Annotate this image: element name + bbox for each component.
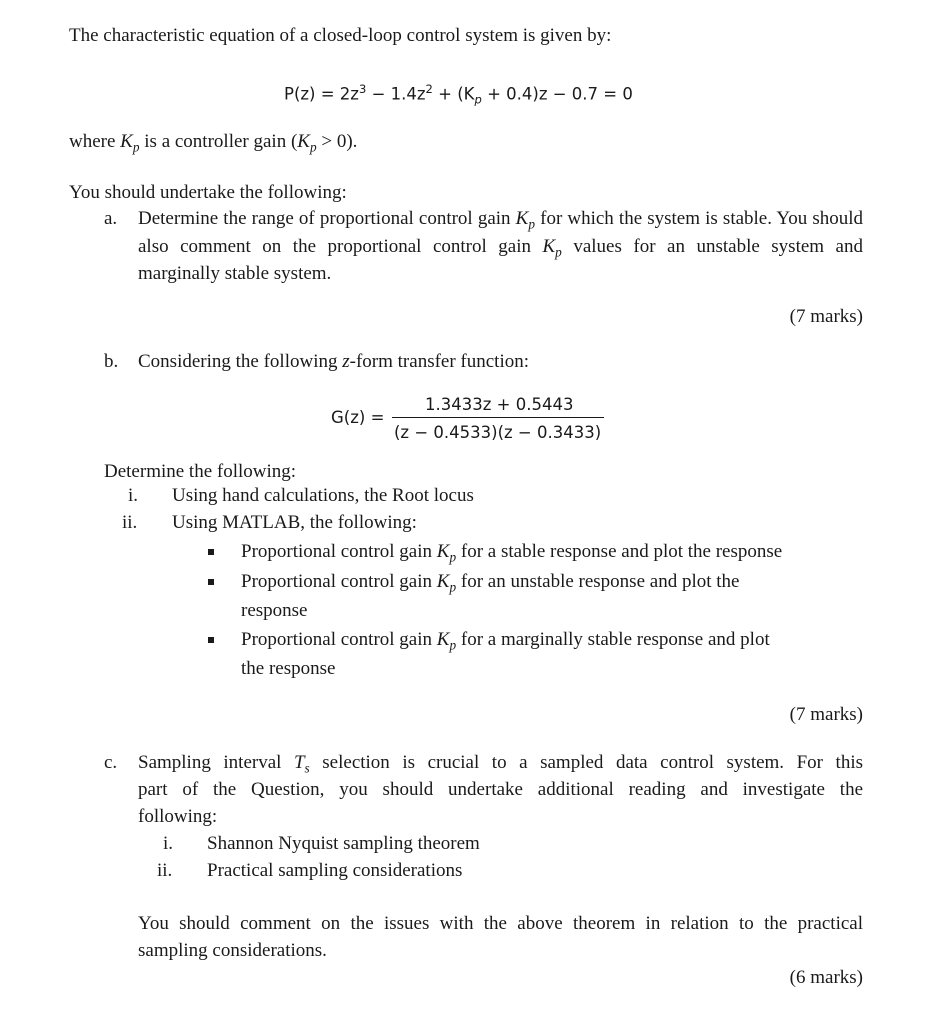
part-c-item-1-text: Shannon Nyquist sampling theorem bbox=[207, 833, 480, 854]
part-b-determine: Determine the following: bbox=[104, 461, 297, 482]
part-b-item-1-num: i. bbox=[128, 485, 139, 506]
part-c-item-2-num: ii. bbox=[157, 860, 173, 881]
part-c-line-1: Sampling interval $T_s$ selection is crucial to a sampled data control system. For this bbox=[138, 752, 863, 776]
part-c-line-3: following: bbox=[138, 806, 218, 827]
bullet-marker bbox=[208, 579, 214, 585]
bullet-3-continuation: the response bbox=[241, 658, 336, 679]
transfer-function-lhs: G(z) = bbox=[331, 408, 385, 427]
part-c-marker: c. bbox=[104, 752, 118, 773]
part-b-item-1-text: Using hand calculations, the Root locus bbox=[172, 485, 474, 506]
part-a-line-2: also comment on the proportional control gain $K_p$ values for an unstable system and bbox=[138, 236, 863, 260]
fraction-bar bbox=[392, 417, 604, 418]
part-b-item-2-text: Using MATLAB, the following: bbox=[172, 512, 417, 533]
bullet-1-text: Proportional control gain $K_p$ for a stable response and plot the response bbox=[241, 541, 783, 565]
part-b-marker: b. bbox=[104, 351, 119, 372]
bullet-2-continuation: response bbox=[241, 600, 308, 621]
part-c-marks: (6 marks) bbox=[789, 967, 863, 988]
intro-text: The characteristic equation of a closed-loop control system is given by: bbox=[69, 25, 612, 46]
part-b-intro: Considering the following z-form transfer function: bbox=[138, 351, 530, 372]
part-c-comment-line-2: sampling considerations. bbox=[138, 940, 327, 961]
characteristic-equation: $P(z) = 2z^3 - 1.4z^2 + (K_p + 0.4)z - 0.7 = 0$ bbox=[284, 82, 633, 107]
part-b-item-2-num: ii. bbox=[122, 512, 138, 533]
part-c-comment-line-1: You should comment on the issues with the above theorem in relation to the practical bbox=[138, 913, 863, 934]
bullet-marker bbox=[208, 637, 214, 643]
part-c-item-1-num: i. bbox=[163, 833, 174, 854]
bullet-3-text: Proportional control gain $K_p$ for a marginally stable response and plot bbox=[241, 629, 770, 653]
part-a-line-3: marginally stable system. bbox=[138, 263, 332, 284]
part-a-marker: a. bbox=[104, 208, 118, 229]
bullet-2-text: Proportional control gain $K_p$ for an unstable response and plot the bbox=[241, 571, 740, 595]
bullet-marker bbox=[208, 549, 214, 555]
part-a-marks: (7 marks) bbox=[789, 306, 863, 327]
part-b-marks: (7 marks) bbox=[789, 704, 863, 725]
transfer-function-denominator: (z − 0.4533)(z − 0.3433) bbox=[394, 423, 602, 442]
transfer-function-numerator: 1.3433z + 0.5443 bbox=[425, 395, 574, 414]
part-a-line-1: Determine the range of proportional control gain $K_p$ for which the system is stable. You should bbox=[138, 208, 863, 232]
part-c-line-2: part of the Question, you should undertake additional reading and investigate the bbox=[138, 779, 863, 800]
where-clause: where $K_p$ is a controller gain $(K_p > 0)$. bbox=[69, 131, 358, 155]
part-c-item-2-text: Practical sampling considerations bbox=[207, 860, 463, 881]
tasks-heading: You should undertake the following: bbox=[69, 182, 347, 203]
